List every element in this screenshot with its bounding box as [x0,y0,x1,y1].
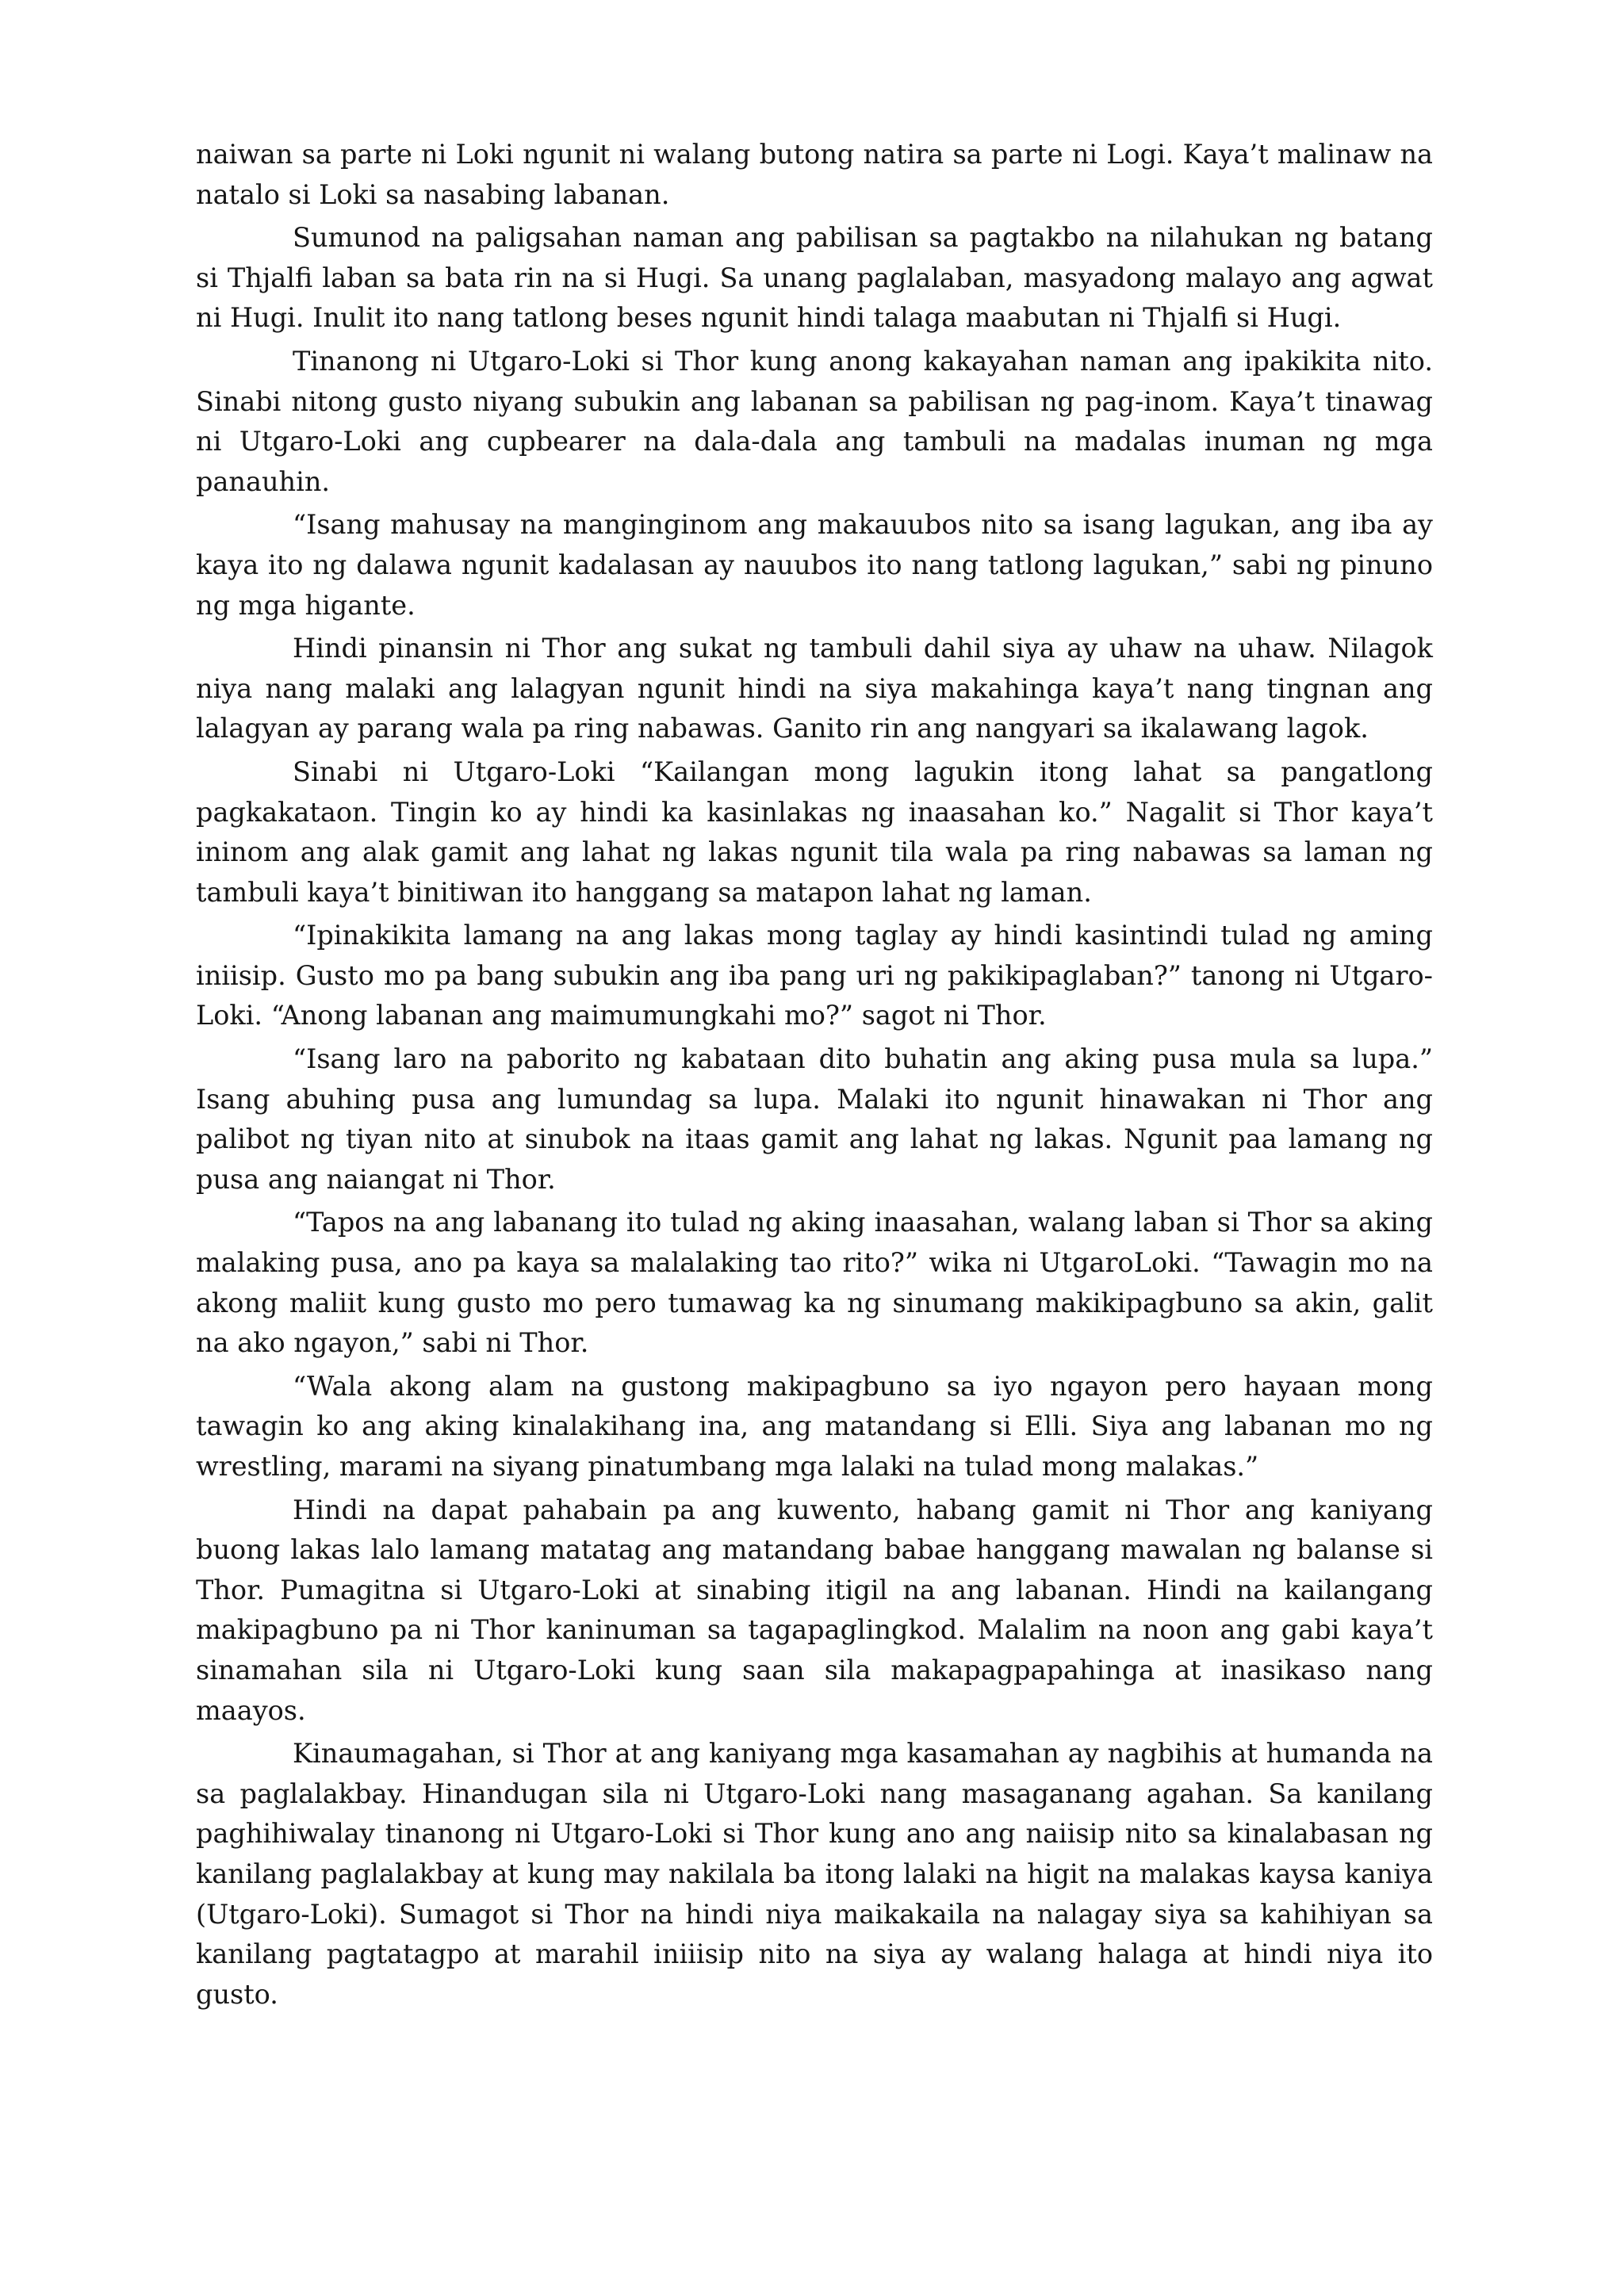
paragraph-11: Hindi na dapat pahabain pa ang kuwento, habang gamit ni Thor ang kaniyang buong lakas lalo lamang matatag ang matandang babae hanggang mawalan ng balanse si Thor. Pumagitna si Utgaro-Loki at sinabing itigil na ang labanan. Hindi na kailangang makipagbuno pa ni Thor kaninuman sa tagapaglingkod. Malalim na noon ang gabi kaya’t sinamahan sila ni Utgaro-Loki kung saan sila makapagpapahinga at inasikaso nang maayos. [196,1494,1433,1726]
paragraph-12: Kinaumagahan, si Thor at ang kaniyang mga kasamahan ay nagbihis at humanda na sa paglalakbay. Hinandugan sila ni Utgaro-Loki nang masaganang agahan. Sa kanilang paghihiwalay tinanong ni Utgaro-Loki si Thor kung ano ang naiisip nito sa kinalabasan ng kanilang paglalakbay at kung may nakilala ba itong lalaki na higit na malakas kaysa kaniya (Utgaro-Loki). Sumagot si Thor na hindi niya maikakaila na nalagay siya sa kahihiyan sa kanilang pagtatagpo at marahil iniiisip nito na siya ay walang halaga at hindi niya ito gusto. [196,1738,1433,2010]
paragraph-3: Tinanong ni Utgaro-Loki si Thor kung anong kakayahan naman ang ipakikita nito. Sinabi nitong gusto niyang subukin ang labanan sa pabilisan ng pag-inom. Kaya’t tinawag ni Utgaro-Loki ang cupbearer na dala-dala ang tambuli na madalas inuman ng mga panauhin. [196,345,1433,497]
paragraph-6: Sinabi ni Utgaro-Loki “Kailangan mong lagukin itong lahat sa pangatlong pagkakataon. Tingin ko ay hindi ka kasinlakas ng inaasahan ko.” Nagalit si Thor kaya’t ininom ang alak gamit ang lahat ng lakas ngunit tila wala pa ring nabawas sa laman ng tambuli kaya’t binitiwan ito hanggang sa matapon lahat ng laman. [196,756,1433,908]
paragraph-9: “Tapos na ang labanang ito tulad ng aking inaasahan, walang laban si Thor sa aking malaking pusa, ano pa kaya sa malalaking tao rito?” wika ni UtgaroLoki. “Tawagin mo na akong maliit kung gusto mo pero tumawag ka ng sinumang makikipagbuno sa akin, galit na ako ngayon,” sabi ni Thor. [196,1207,1433,1359]
paragraph-10: “Wala akong alam na gustong makipagbuno sa iyo ngayon pero hayaan mong tawagin ko ang aking kinalakihang ina, ang matandang si Elli. Siya ang labanan mo ng wrestling, marami na siyang pinatumbang mga lalaki na tulad mong malakas.” [196,1370,1433,1482]
paragraph-4: “Isang mahusay na manginginom ang makauubos nito sa isang lagukan, ang iba ay kaya ito ng dalawa ngunit kadalasan ay nauubos ito nang tatlong lagukan,” sabi ng pinuno ng mga higante. [196,509,1433,621]
paragraph-5: Hindi pinansin ni Thor ang sukat ng tambuli dahil siya ay uhaw na uhaw. Nilagok niya nang malaki ang lalagyan ngunit hindi na siya makahinga kaya’t nang tingnan ang lalagyan ay parang wala pa ring nabawas. Ganito rin ang nangyari sa ikalawang lagok. [196,633,1433,744]
paragraph-7: “Ipinakikita lamang na ang lakas mong taglay ay hindi kasintindi tulad ng aming iniisip. Gusto mo pa bang subukin ang iba pang uri ng pakikipaglaban?” tanong ni Utgaro-Loki. “Anong labanan ang maimumungkahi mo?” sagot ni Thor. [196,920,1433,1031]
paragraph-1: naiwan sa parte ni Loki ngunit ni walang butong natira sa parte ni Logi. Kaya’t malinaw na natalo si Loki sa nasabing labanan. [196,139,1433,210]
paragraph-2: Sumunod na paligsahan naman ang pabilisan sa pagtakbo na nilahukan ng batang si Thjalfi laban sa bata rin na si Hugi. Sa unang paglalaban, masyadong malayo ang agwat ni Hugi. Inulit ito nang tatlong beses ngunit hindi talaga maabutan ni Thjalfi si Hugi. [196,222,1433,334]
paragraph-8: “Isang laro na paborito ng kabataan dito buhatin ang aking pusa mula sa lupa.” Isang abuhing pusa ang lumundag sa lupa. Malaki ito ngunit hinawakan ni Thor ang palibot ng tiyan nito at sinubok na itaas gamit ang lahat ng lakas. Ngunit paa lamang ng pusa ang naiangat ni Thor. [196,1043,1433,1195]
document-body [196,135,1433,2018]
